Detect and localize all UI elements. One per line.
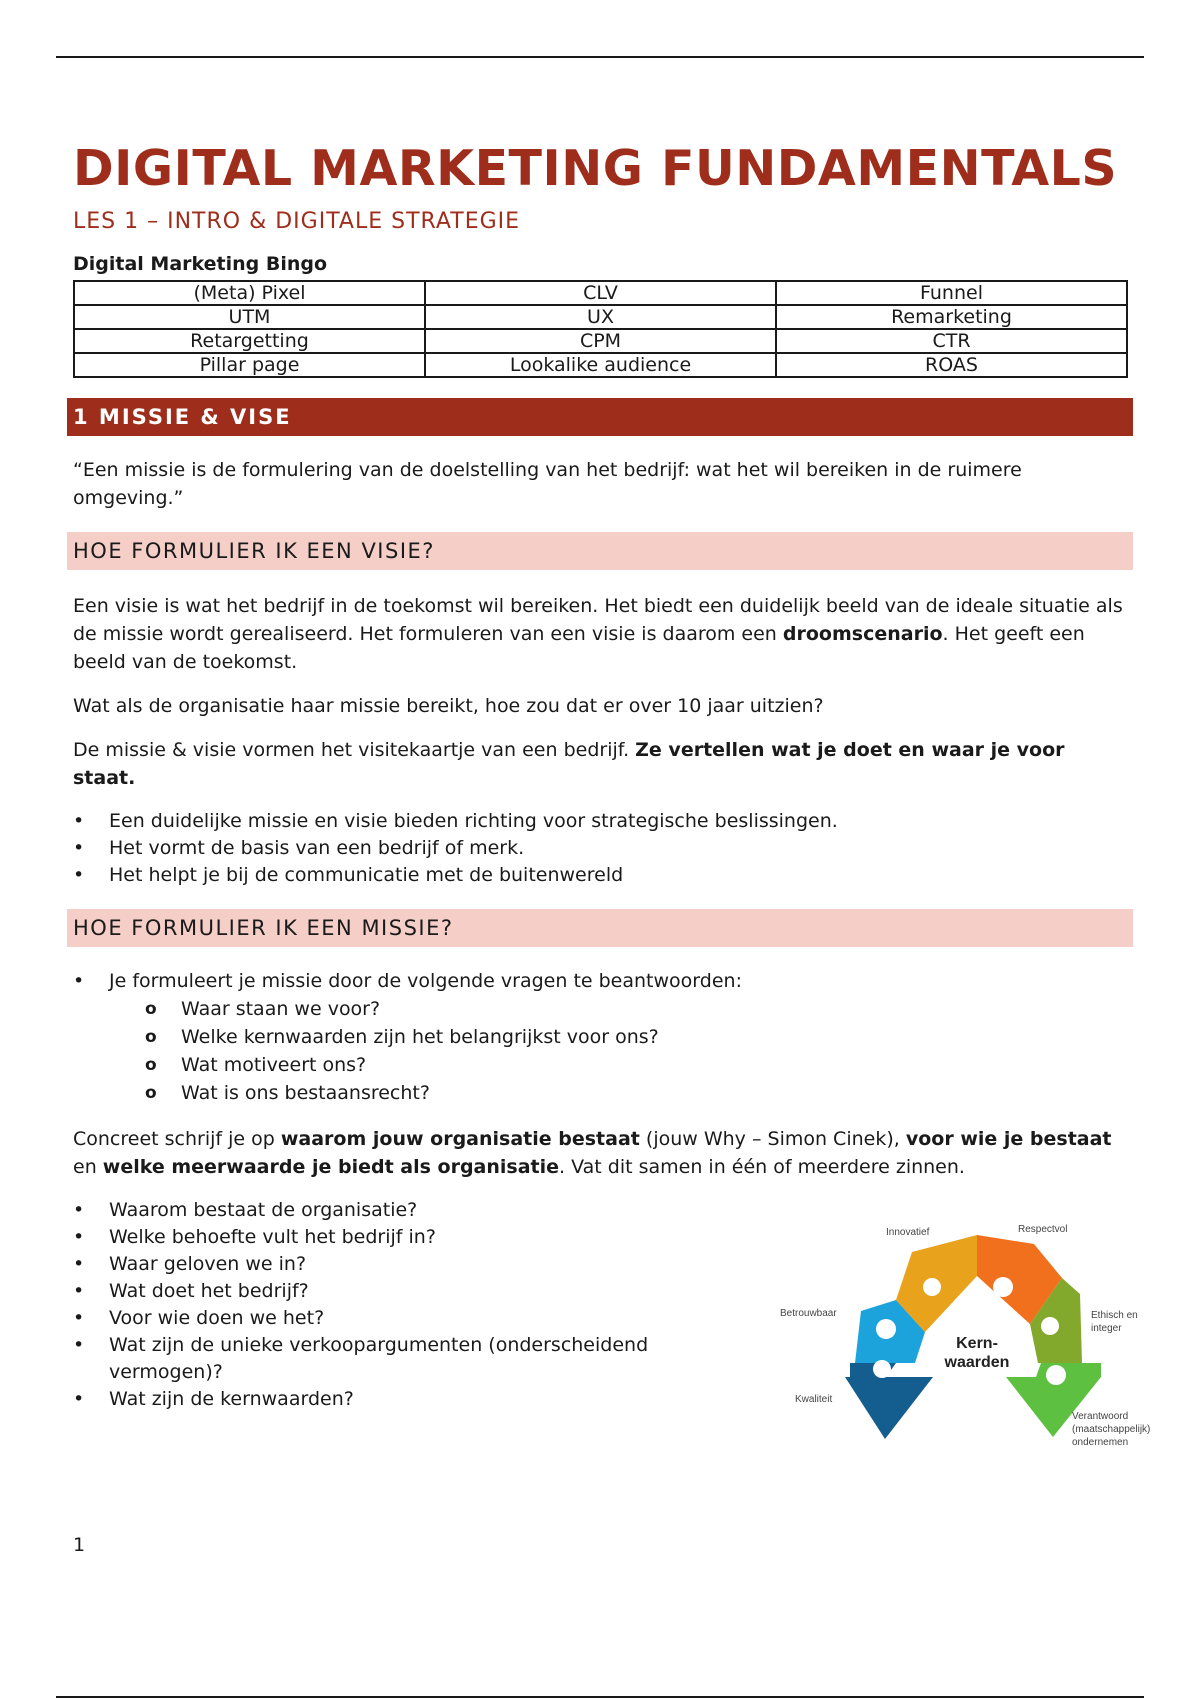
list-item: • Wat doet het bedrijf? bbox=[73, 1278, 693, 1305]
table-cell: Retargetting bbox=[74, 329, 425, 353]
table-row bbox=[74, 329, 1127, 353]
missie-sub-bullets bbox=[73, 995, 1133, 1107]
document-title: DIGITAL MARKETING FUNDAMENTALS bbox=[73, 140, 1118, 197]
table-row bbox=[74, 281, 1127, 305]
subheading-visie: HOE FORMULIER IK EEN VISIE? bbox=[67, 532, 1133, 570]
visitekaartje-paragraph: De missie & visie vormen het visitekaartje van een bedrijf. Ze vertellen wat je doet en waar je voor staat. bbox=[73, 739, 1065, 789]
label-betrouwbaar: Betrouwbaar bbox=[780, 1308, 837, 1319]
table-cell: Remarketing bbox=[776, 305, 1127, 329]
missie-quote: “Een missie is de formulering van de doelstelling van het bedrijf: wat het wil bereiken in de ruimere omgeving.” bbox=[73, 459, 1022, 509]
list-item: o Wat motiveert ons? bbox=[73, 1051, 1133, 1079]
diagram-center-line2: waarden bbox=[944, 1354, 1010, 1371]
table-cell: UTM bbox=[74, 305, 425, 329]
list-item: o Waar staan we voor? bbox=[73, 995, 1133, 1023]
visie-bullets bbox=[73, 808, 1133, 889]
list-item: • Waarom bestaat de organisatie? bbox=[73, 1197, 693, 1224]
list-item: • Het vormt de basis van een bedrijf of merk. bbox=[73, 835, 1133, 862]
list-item: • Je formuleert je missie door de volgende vragen te beantwoorden: o Waar staan we voor? o Welke kernwaarden zijn het belangrijkst voor ons? o Wat motiveert ons? o Wat is ons bestaansrecht? bbox=[73, 968, 1133, 1107]
bottom-rule bbox=[56, 1696, 1144, 1698]
table-cell: Funnel bbox=[776, 281, 1127, 305]
visie-question: Wat als de organisatie haar missie bereikt, hoe zou dat er over 10 jaar uitzien? bbox=[73, 695, 824, 717]
table-cell: CPM bbox=[425, 329, 776, 353]
label-verantwoord-3: ondernemen bbox=[1072, 1437, 1129, 1448]
label-verantwoord-2: (maatschappelijk) bbox=[1072, 1424, 1151, 1435]
concreet-paragraph: Concreet schrijf je op waarom jouw organisatie bestaat (jouw Why – Simon Cinek), voor wie je bestaat en welke meerwaarde je biedt als organisatie. Vat dit samen in één of meerdere zinnen. bbox=[73, 1128, 1112, 1178]
bingo-table bbox=[73, 280, 1128, 378]
list-item: • Waar geloven we in? bbox=[73, 1251, 693, 1278]
list-item: • Voor wie doen we het? bbox=[73, 1305, 693, 1332]
bingo-heading: Digital Marketing Bingo bbox=[73, 253, 328, 275]
document-subtitle: LES 1 – INTRO & DIGITALE STRATEGIE bbox=[73, 209, 521, 234]
page-number: 1 bbox=[73, 1534, 86, 1556]
list-item: • Wat zijn de kernwaarden? bbox=[73, 1386, 693, 1413]
top-rule bbox=[56, 56, 1144, 58]
diagram-center-line1: Kern- bbox=[956, 1335, 998, 1352]
table-cell: ROAS bbox=[776, 353, 1127, 377]
list-item: • Het helpt je bij de communicatie met de buitenwereld bbox=[73, 862, 1133, 889]
label-kwaliteit: Kwaliteit bbox=[795, 1394, 833, 1405]
people-icon bbox=[993, 1277, 1013, 1297]
list-item: o Welke kernwaarden zijn het belangrijkst voor ons? bbox=[73, 1023, 1133, 1051]
table-row bbox=[74, 353, 1127, 377]
checkmark-icon bbox=[876, 1319, 896, 1339]
table-row bbox=[74, 305, 1127, 329]
list-item: • Een duidelijke missie en visie bieden richting voor strategische beslissingen. bbox=[73, 808, 1133, 835]
list-item: • Welke behoefte vult het bedrijf in? bbox=[73, 1224, 693, 1251]
label-verantwoord-1: Verantwoord bbox=[1072, 1411, 1129, 1422]
shield-icon bbox=[873, 1360, 891, 1378]
missie-questions bbox=[73, 1197, 693, 1413]
table-cell: CTR bbox=[776, 329, 1127, 353]
section-heading-missie-visie: 1 MISSIE & VISE bbox=[67, 398, 1133, 436]
lightbulb-icon bbox=[923, 1278, 941, 1296]
table-cell: (Meta) Pixel bbox=[74, 281, 425, 305]
leaf-icon bbox=[1046, 1365, 1066, 1385]
subheading-missie: HOE FORMULIER IK EEN MISSIE? bbox=[67, 909, 1133, 947]
visie-paragraph: Een visie is wat het bedrijf in de toekomst wil bereiken. Het biedt een duidelijk beeld van de ideale situatie als de missie wordt gerealiseerd. Het formuleren van een visie is daarom een droomscenario. Het geeft een beeld van de toekomst. bbox=[73, 595, 1123, 673]
missie-intro-bullets bbox=[73, 968, 1133, 1107]
label-ethisch-1: Ethisch en bbox=[1091, 1310, 1138, 1321]
list-item: o Wat is ons bestaansrecht? bbox=[73, 1079, 1133, 1107]
list-item: • Wat zijn de unieke verkoopargumenten (onderscheidend vermogen)? bbox=[73, 1332, 693, 1386]
label-innovatief: Innovatief bbox=[886, 1227, 930, 1238]
table-cell: UX bbox=[425, 305, 776, 329]
table-cell: CLV bbox=[425, 281, 776, 305]
kernwaarden-diagram bbox=[778, 1212, 1163, 1457]
label-ethisch-2: integer bbox=[1091, 1323, 1122, 1334]
label-respectvol: Respectvol bbox=[1018, 1224, 1068, 1235]
table-cell: Pillar page bbox=[74, 353, 425, 377]
table-cell: Lookalike audience bbox=[425, 353, 776, 377]
hand-icon bbox=[1041, 1317, 1059, 1335]
